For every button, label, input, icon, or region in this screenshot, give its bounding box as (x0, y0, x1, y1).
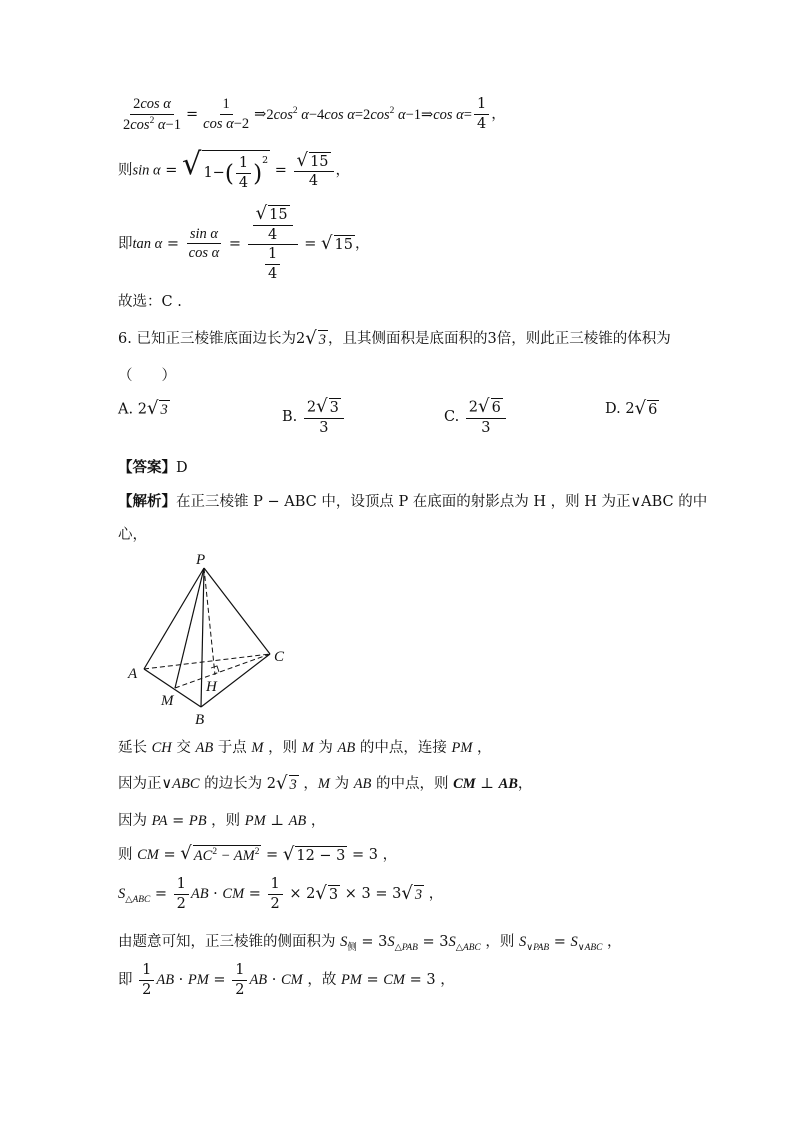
edge-PM (175, 568, 204, 688)
step-3: 因为 PA = PB ，则 PM ⊥ AB ， (118, 813, 326, 829)
step-6: 由题意可知，正三棱锥的侧面积为 $S_侧 = 3S_{\triangle PAB} = 3S_{\triangle ABC}$ ，则 $S_{\vee PAB} = S_{\vee ABC}$ ， (118, 934, 622, 953)
right-angle-mark (211, 666, 219, 672)
analysis-line-1: 【解析】在正三棱锥 P − ABC 中，设顶点 P 在底面的射影点为 H ，则 H 为正∨ABC 的中 (118, 493, 708, 510)
option-c[interactable]: C. 2 √ 6 3 (444, 398, 508, 436)
question-number: 6. (118, 331, 132, 347)
label-P: P (196, 552, 206, 568)
label-A: A (128, 666, 138, 682)
edge-PH (204, 568, 215, 675)
label-C: C (274, 649, 285, 665)
step-5: $S_{\triangle ABC}$ = $\frac{1}{2}$ AB · CM = $\frac{1}{2}$ × 2 √ 3 × 3 = 3 √ 3 ， (118, 876, 444, 912)
step-7: 即 $\frac{1}{2}$ AB · PM = $\frac{1}{2}$ AB · CM ，故 PM = CM = 3 ， (118, 962, 455, 998)
step-1: 延长 CH 交 AB 于点 M ，则 M 为 AB 的中点，连接 PM ， (118, 740, 492, 756)
answer-label: 【答案】 (118, 459, 176, 476)
question-stem: 6. 已知正三棱锥底面边长为2 √ 3 ，且其侧面积是底面积的3倍，则此正三棱锥的体积为 (118, 327, 671, 349)
prev-conclusion: 故选：C . (118, 294, 182, 310)
pyramid-figure (120, 548, 300, 728)
edge-AC (144, 654, 270, 669)
label-H: H (206, 679, 217, 695)
option-d[interactable]: D. 2 √ 6 (605, 398, 658, 419)
edge-PB (201, 568, 204, 707)
prev-equation-2: 则sin α = √ 1− ( $\frac{1}{4}$ ) $^2$ = √ 15 4 ， (118, 147, 351, 191)
step-2: 因为正∨ABC 的边长为 2 √ 3 ，M 为 AB 的中点，则 CM ⊥ AB， (118, 772, 533, 794)
option-a[interactable]: A. 2 √ 3 (118, 398, 168, 419)
edge-PA (144, 568, 204, 669)
analysis-label: 【解析】 (118, 493, 176, 510)
label-M: M (161, 693, 174, 709)
answer-value: D (176, 460, 188, 476)
option-b[interactable]: B. 2 √ 3 3 (282, 398, 346, 436)
edge-CM (175, 654, 270, 688)
label-B: B (195, 712, 205, 728)
prev-equation-1: $\frac{\text{2cos α}}{2\cos^2 \alpha-1}$ = $\frac{1}{\text{cos α−2}}$ $\Rightarrow 2\cos^2$ α−4cos $\alpha=2\cos^2$ α−1⇒cos α= $\frac{1}{4}$ ， (123, 96, 506, 133)
question-blank: （ ） (118, 368, 176, 384)
analysis-line-2: 心， (118, 527, 147, 543)
step-4: 则 CM = √ $AC^2 - AM^2$ = √ 12 − 3 = 3 ， (118, 843, 398, 865)
edge-PC (204, 568, 270, 654)
prev-equation-3: 即tan α = $\frac{\text{sin α}}{\text{cos α}}$ = √ 15 4 $\frac{1}{4}$ = √ 15 ， (118, 203, 370, 283)
answer-line (118, 456, 188, 477)
